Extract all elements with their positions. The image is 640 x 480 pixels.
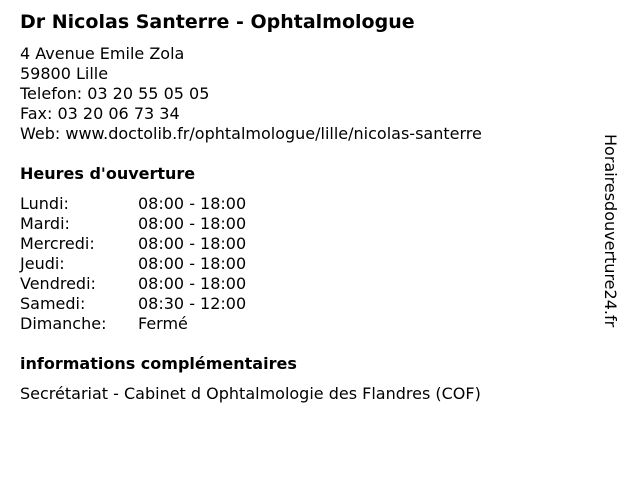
day-label: Lundi: — [20, 194, 69, 213]
city: 59800 Lille — [20, 64, 109, 83]
day-hours: 08:30 - 12:00 — [138, 294, 247, 313]
day-hours: 08:00 - 18:00 — [138, 234, 247, 253]
day-hours: 08:00 - 18:00 — [138, 214, 247, 233]
hours-row-wednesday — [20, 234, 246, 254]
hours-row-sunday — [20, 314, 246, 334]
phone-number: Telefon: 03 20 55 05 05 — [20, 84, 210, 103]
day-label: Mardi: — [20, 214, 70, 233]
hours-row-saturday — [20, 294, 246, 314]
address-block — [20, 44, 482, 144]
hours-row-thursday — [20, 254, 246, 274]
hours-row-friday — [20, 274, 246, 294]
info-text: Secrétariat - Cabinet d Ophtalmologie des Flandres (COF) — [20, 384, 481, 403]
day-hours: 08:00 - 18:00 — [138, 194, 247, 213]
fax-number: Fax: 03 20 06 73 34 — [20, 104, 180, 123]
day-label: Mercredi: — [20, 234, 95, 253]
day-hours: 08:00 - 18:00 — [138, 254, 247, 273]
day-label: Samedi: — [20, 294, 86, 313]
street-address: 4 Avenue Emile Zola — [20, 44, 185, 63]
website: Web: www.doctolib.fr/ophtalmologue/lille/nicolas-santerre — [20, 124, 482, 143]
brand-watermark: Horairesdouverture24.fr — [601, 134, 620, 328]
hours-table — [20, 194, 246, 334]
hours-row-tuesday — [20, 214, 246, 234]
page-title: Dr Nicolas Santerre - Ophtalmologue — [20, 11, 415, 33]
hours-row-monday — [20, 194, 246, 214]
info-heading: informations complémentaires — [20, 354, 297, 373]
day-label: Dimanche: — [20, 314, 107, 333]
day-label: Jeudi: — [20, 254, 65, 273]
day-hours: 08:00 - 18:00 — [138, 274, 247, 293]
day-label: Vendredi: — [20, 274, 96, 293]
hours-heading: Heures d'ouverture — [20, 164, 196, 183]
day-hours: Fermé — [138, 314, 188, 333]
